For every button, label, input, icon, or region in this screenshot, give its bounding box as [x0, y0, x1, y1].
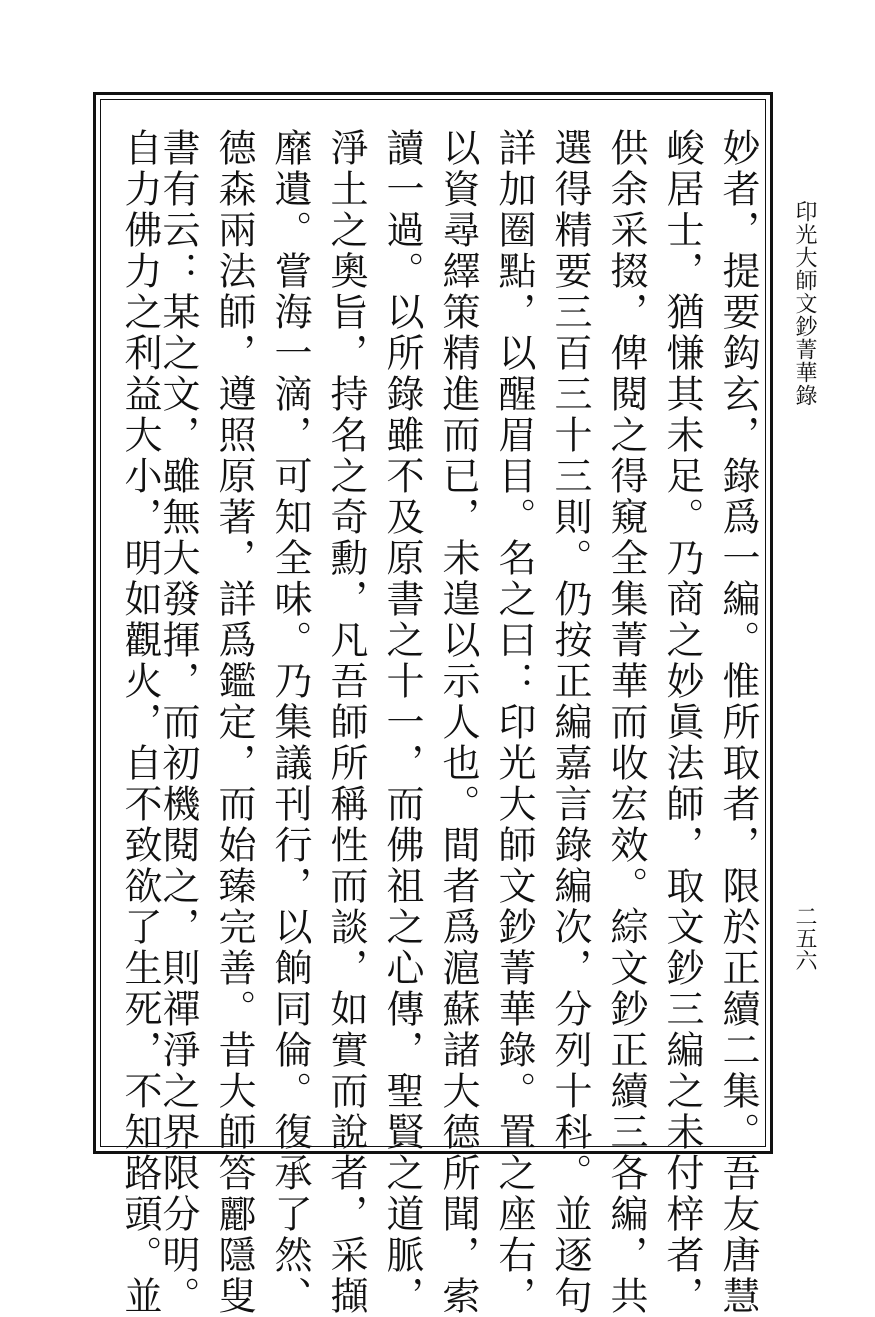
text-column-3: 供余采掇，俾閱之得窺全集菁華而收宏效。綜文鈔正續三各編，共 — [604, 128, 648, 1317]
book-title-margin: 印光大師文鈔菁華錄 — [792, 200, 817, 407]
text-column-6: 以資尋繹策精進而已，未遑以示人也。間者爲滬蘇諸大德所聞，索 — [436, 128, 480, 1317]
page-number: 二五六 — [792, 905, 817, 971]
text-column-10: 德森兩法師，遵照原著，詳爲鑑定，而始臻完善。昔大師答酈隱叟 — [212, 128, 256, 1317]
text-column-12: 自力佛力之利益大小，明如觀火，自不致欲了生死，不知路頭。並 — [118, 128, 162, 1317]
text-column-7: 讀一過。以所錄雖不及原書之十一，而佛祖之心傳，聖賢之道脈， — [380, 128, 424, 1317]
text-column-8: 淨土之奧旨，持名之奇勳，凡吾師所稱性而談，如實而說者，采擷 — [324, 128, 368, 1317]
text-column-11: 書有云：某之文，雖無大發揮，而初機閱之，則禪淨之界限分明。 — [156, 128, 200, 1317]
text-column-4: 選得精要三百三十三則。仍按正編嘉言錄編次，分列十科。並逐句 — [548, 128, 592, 1317]
text-column-2: 峻居士，猶慊其未足。乃商之妙眞法師，取文鈔三編之未付梓者， — [660, 128, 704, 1317]
text-column-1: 妙者，提要鈎玄，錄爲一編。惟所取者，限於正續二集。吾友唐慧 — [716, 128, 760, 1317]
text-column-5: 詳加圈點，以醒眉目。名之曰：印光大師文鈔菁華錄。置之座右， — [492, 128, 536, 1317]
text-column-9: 靡遺。嘗海一滴，可知全味。乃集議刊行，以餉同倫。復承了然、 — [268, 128, 312, 1317]
